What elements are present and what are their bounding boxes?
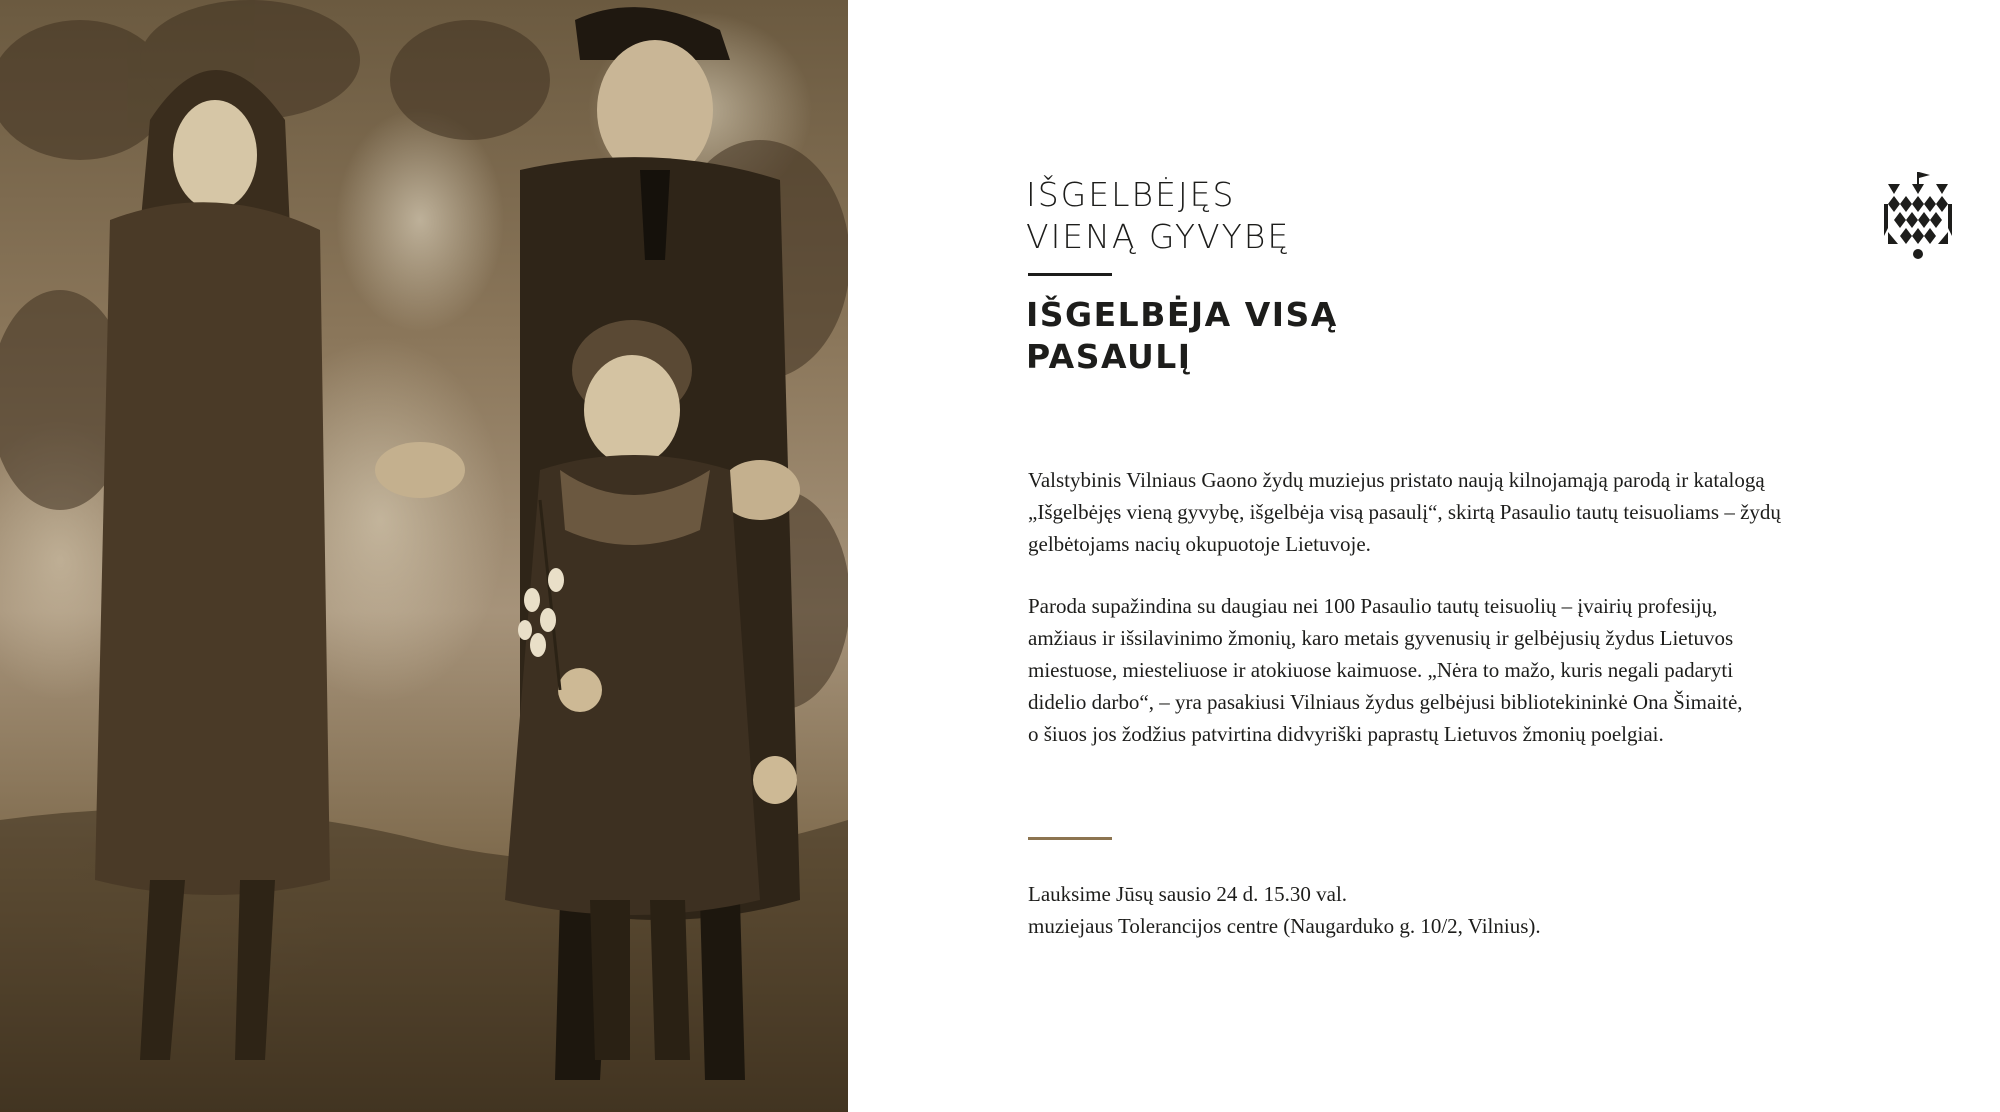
invitation-divider xyxy=(1028,837,1112,840)
intro-paragraph xyxy=(1028,464,1878,560)
museum-geometric-logo-icon xyxy=(1884,170,1952,262)
subtitle-line-1: IŠGELBĖJĘS xyxy=(1026,175,1236,214)
sepia-photo-rescuer-family xyxy=(0,0,848,1112)
title-line-1: IŠGELBĖJA VISĄ xyxy=(1026,295,1338,334)
description-paragraph xyxy=(1028,590,1878,750)
description-line-4: didelio darbo“, – yra pasakiusi Vilniaus žydus gelbėjusi bibliotekininkė Ona Šimaitė, xyxy=(1028,690,1743,714)
invitation-paragraph xyxy=(1028,878,1878,942)
description-line-5: o šiuos jos žodžius patvirtina didvyriški paprastų Lietuvos žmonių poelgiai. xyxy=(1028,722,1664,746)
page-title xyxy=(1026,294,1338,378)
intro-line-2: „Išgelbėjęs vieną gyvybę, išgelbėja visą pasaulį“, skirtą Pasaulio tautų teisuoliams – žydų xyxy=(1028,500,1781,524)
description-line-3: miestuose, miesteliuose ir atokiuose kaimuose. „Nėra to mažo, kuris negali padaryti xyxy=(1028,658,1734,682)
subtitle-heading xyxy=(1026,174,1290,258)
description-line-1: Paroda supažindina su daugiau nei 100 Pasaulio tautų teisuolių – įvairių profesijų, xyxy=(1028,594,1718,618)
invitation-line-1: Lauksime Jūsų sausio 24 d. 15.30 val. xyxy=(1028,882,1348,906)
title-divider xyxy=(1028,273,1112,276)
subtitle-line-2: VIENĄ GYVYBĘ xyxy=(1026,217,1291,256)
description-line-2: amžiaus ir išsilavinimo žmonių, karo metais gyvenusių ir gelbėjusių žydus Lietuvos xyxy=(1028,626,1734,650)
intro-line-3: gelbėtojams nacių okupuotoje Lietuvoje. xyxy=(1028,532,1371,556)
intro-line-1: Valstybinis Vilniaus Gaono žydų muziejus pristato naują kilnojamąją parodą ir katalogą xyxy=(1028,468,1765,492)
invitation-line-2: muziejaus Tolerancijos centre (Naugarduko g. 10/2, Vilnius). xyxy=(1028,914,1541,938)
title-line-2: PASAULĮ xyxy=(1026,337,1192,376)
photo-illustration xyxy=(0,0,848,1112)
